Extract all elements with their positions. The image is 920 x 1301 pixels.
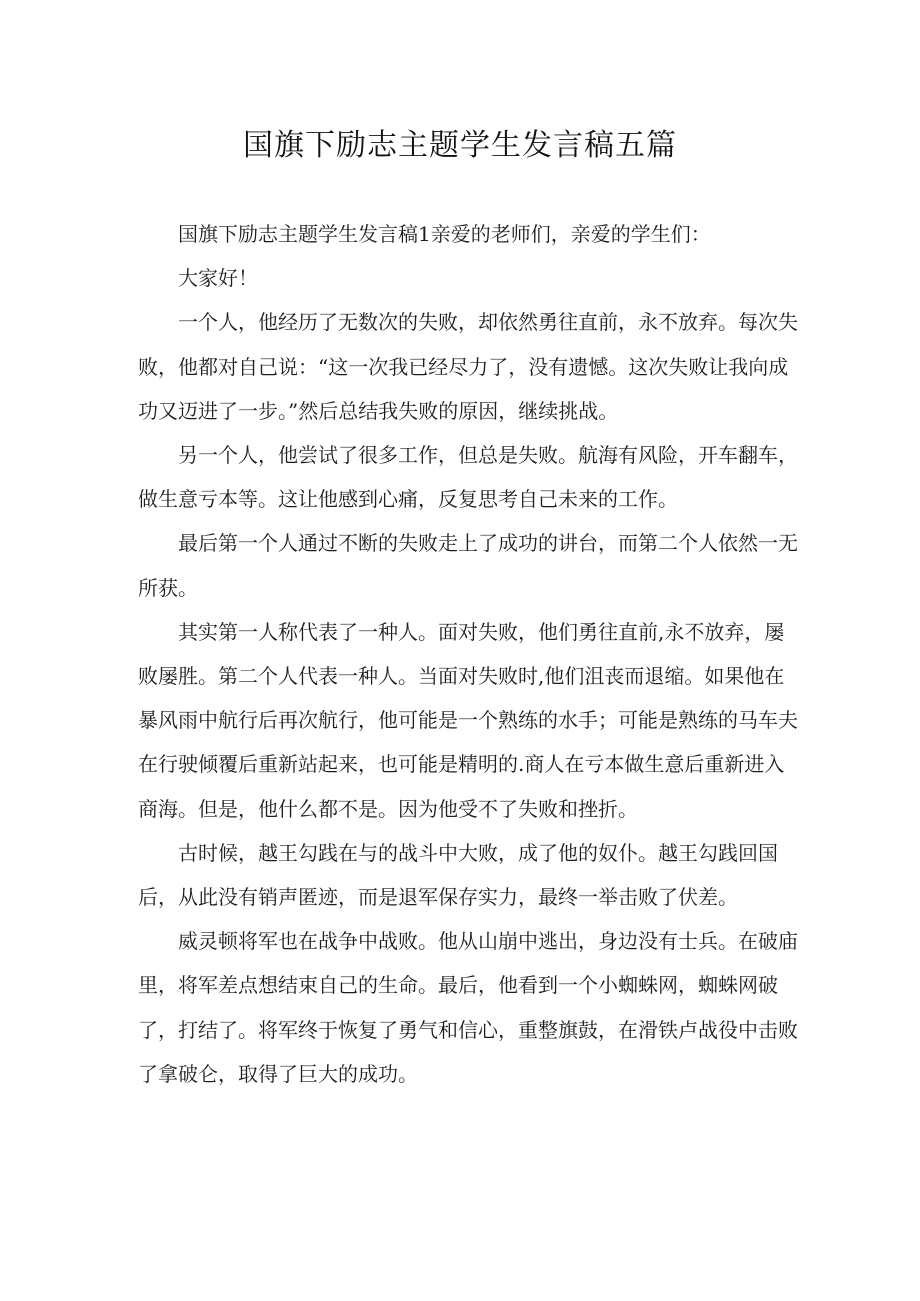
document-title: 国旗下励志主题学生发言稿五篇 — [243, 128, 677, 163]
paragraph: 一个人，他经历了无数次的失败，却依然勇往直前，永不放弃。每次失败，他都对自己说：“这一次我已经尽力了，没有遗憾。这次失败让我向成功又迈进了一步。”然后总结我失败的原因，继续挑战。 — [138, 310, 798, 423]
paragraph: 其实第一人称代表了一种人。面对失败，他们勇往直前,永不放弃，屡败屡胜。第二个人代表一种人。当面对失败时,他们沮丧而退缩。如果他在暴风雨中航行后再次航行，他可能是一个熟练的水手；可能是熟练的马车夫在行驶倾覆后重新站起来，也可能是精明的.商人在亏本做生意后重新进入商海。但是，他什么都不是。因为他受不了失败和挫折。 — [138, 619, 798, 821]
paragraph: 最后第一个人通过不断的失败走上了成功的讲台，而第二个人依然一无所获。 — [138, 531, 798, 600]
paragraph: 国旗下励志主题学生发言稿1亲爱的老师们，亲爱的学生们： — [178, 222, 711, 246]
paragraph: 另一个人，他尝试了很多工作，但总是失败。航海有风险，开车翻车，做生意亏本等。这让他感到心痛，反复思考自己未来的工作。 — [138, 443, 798, 512]
paragraph: 古时候，越王勾践在与的战斗中大败，成了他的奴仆。越王勾践回国后，从此没有销声匿迹，而是退军保存实力，最终一举击败了伏差。 — [138, 840, 778, 910]
paragraph: 威灵顿将军也在战争中战败。他从山崩中逃出，身边没有士兵。在破庙里，将军差点想结束自己的生命。最后，他看到一个小蜘蛛网，蜘蛛网破了，打结了。将军终于恢复了勇气和信心，重整旗鼓，在滑铁卢战役中击败了拿破仑，取得了巨大的成功。 — [138, 929, 798, 1086]
document-body — [138, 212, 798, 1096]
paragraph: 大家好！ — [178, 266, 258, 291]
